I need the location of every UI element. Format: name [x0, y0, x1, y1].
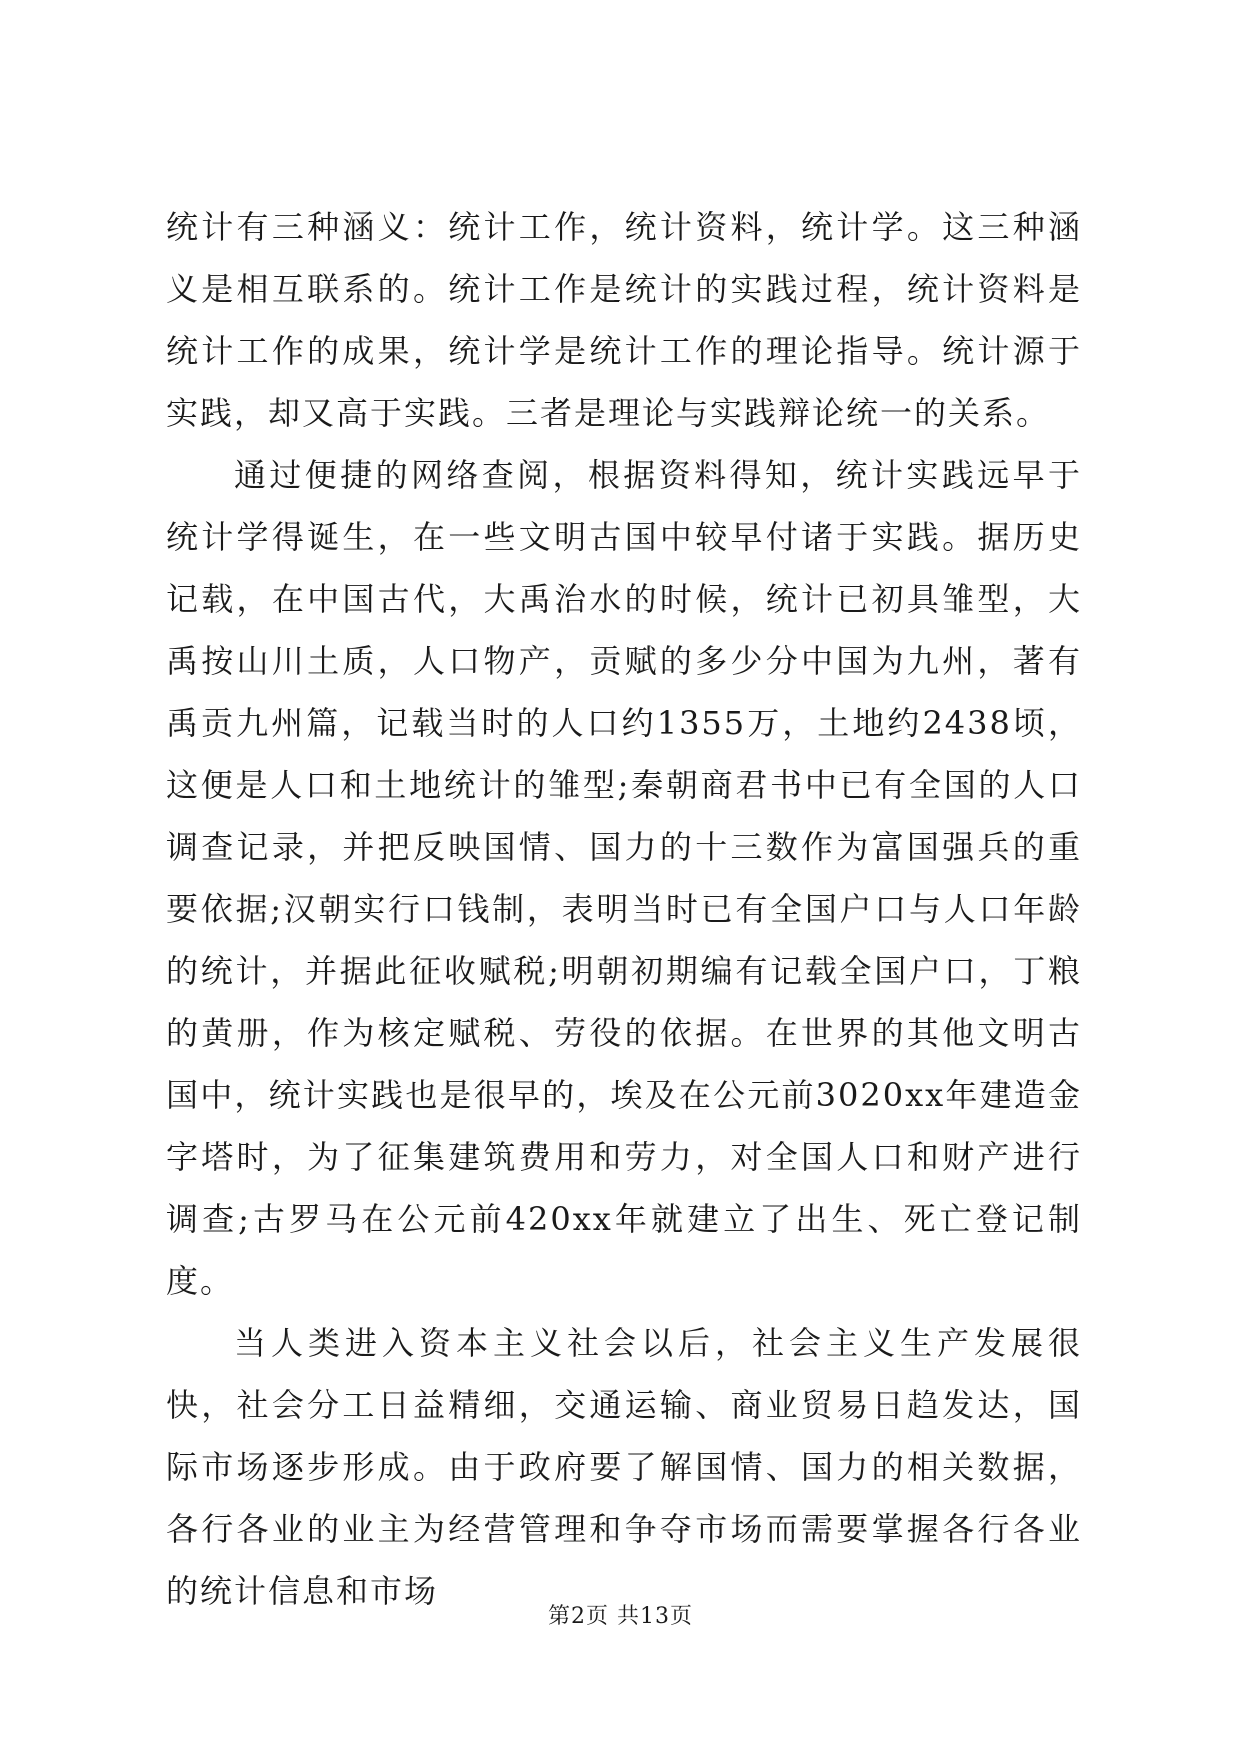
paragraph-3: 当人类进入资本主义社会以后，社会主义生产发展很快，社会分工日益精细，交通运输、商业贸易日趋发达，国际市场逐步形成。由于政府要了解国情、国力的相关数据，各行各业的业主为经营管理和争夺市场而需要掌握各行各业的统计信息和市场: [166, 1324, 1082, 1610]
page-footer: 第2页 共13页: [548, 1604, 693, 1629]
document-body: [166, 196, 1082, 1622]
paragraph-1: 统计有三种涵义：统计工作，统计资料，统计学。这三种涵义是相互联系的。统计工作是统计的实践过程，统计资料是统计工作的成果，统计学是统计工作的理论指导。统计源于实践，却又高于实践。三者是理论与实践辩论统一的关系。: [166, 208, 1082, 432]
paragraph-2: 通过便捷的网络查阅，根据资料得知，统计实践远早于统计学得诞生，在一些文明古国中较早付诸于实践。据历史记载，在中国古代，大禹治水的时候，统计已初具雏型，大禹按山川土质，人口物产，贡赋的多少分中国为九州，著有禹贡九州篇，记载当时的人口约1355万，土地约2438顷，这便是人口和土地统计的雏型;秦朝商君书中已有全国的人口调查记录，并把反映国情、国力的十三数作为富国强兵的重要依据;汉朝实行口钱制，表明当时已有全国户口与人口年龄的统计，并据此征收赋税;明朝初期编有记载全国户口，丁粮的黄册，作为核定赋税、劳役的依据。在世界的其他文明古国中，统计实践也是很早的，埃及在公元前3020xx年建造金字塔时，为了征集建筑费用和劳力，对全国人口和财产进行调查;古罗马在公元前420xx年就建立了出生、死亡登记制度。: [166, 456, 1082, 1300]
